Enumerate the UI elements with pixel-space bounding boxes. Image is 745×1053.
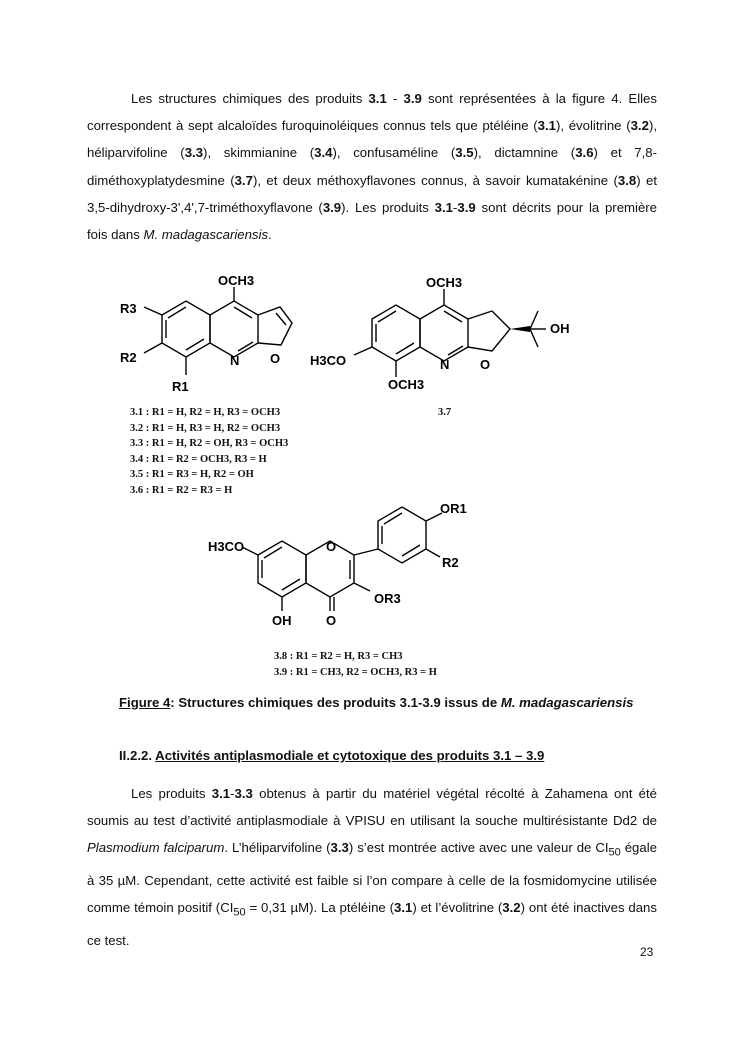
compound-37-label — [438, 405, 451, 421]
paragraph-1: Les structures chimiques des produits 3.1 - 3.9 sont représentées à la figure 4. Elles correspondent à sept alcaloïdes furoquinoléiques connus tels que ptéléine (3.1), évolitrine (3.2), héliparvifoline (3.3), skimmianine (3.4), confusaméline (3.5), dictamnine (3.6) et 7,8-diméthoxyplatydesmine (3.7), et deux méthoxyflavones connus, à savoir kumatakénine (3.8) et 3,5-dihydroxy-3',4',7-triméthoxyflavone (3.9). Les produits 3.1-3.9 sont décrits pour la première fois dans M. madagascariensis. — [87, 91, 658, 243]
furoquinoline-legend — [130, 405, 288, 499]
legend-item: 3.4 : R1 = R2 = OCH3, R3 = H — [130, 453, 267, 465]
label-or1: OR1 — [440, 501, 467, 516]
label-or3: OR3 — [374, 591, 401, 606]
label-o-a: O — [270, 351, 281, 366]
label-n-b: N — [440, 357, 450, 372]
label-och3-b: OCH3 — [426, 275, 463, 290]
label-n-a: N — [230, 353, 240, 368]
figure-caption: Figure 4: Structures chimiques des produits 3.1-3.9 issus de M. madagascariensis — [119, 695, 634, 710]
label-r1: R1 — [172, 379, 189, 394]
label-r3: R3 — [120, 301, 137, 316]
furan-ring — [258, 307, 292, 345]
pyridine-ring — [210, 301, 258, 357]
label-o-b: O — [480, 357, 491, 372]
flavone-ring-b — [378, 507, 426, 563]
label-och3-a: OCH3 — [218, 273, 255, 288]
label-oh-c: OH — [272, 613, 292, 628]
page-number: 23 — [640, 945, 654, 959]
legend-item: 3.5 : R1 = R3 = H, R2 = OH — [130, 469, 254, 481]
benzene-ring-left — [162, 301, 210, 357]
flavone-legend — [274, 649, 437, 680]
label-r2: R2 — [120, 350, 137, 365]
benzene-ring-37 — [372, 305, 420, 361]
label-r2-flavone: R2 — [442, 555, 459, 570]
legend-item: 3.9 : R1 = CH3, R2 = OCH3, R3 = H — [274, 666, 437, 678]
legend-item: 3.2 : R1 = H, R3 = H, R2 = OCH3 — [130, 422, 281, 434]
label-h3co-b: H3CO — [310, 353, 347, 368]
figure-4 — [100, 265, 620, 685]
label-o-carbonyl: O — [326, 613, 337, 628]
paragraph-2: Les produits 3.1-3.3 obtenus à partir du matériel végétal récolté à Zahamena ont été soumis au test d’activité antiplasmodiale à VPISU en utilisant la souche multirésistante Dd2 de Plasmodium falciparum. L’héliparvifoline (3.3) s’est montrée active avec une valeur de $CI_{50}$ égale à 35 µM. Cependant, cette activité est faible si l’on compare à celle de la fosmidomycine utilisée comme témoin positif ($CI_{50} = 0,31$ µM). La ptéléine (3.1) et l’évolitrine (3.2) ont été inactives dans ce test. — [87, 786, 657, 949]
legend-item: 3.3 : R1 = H, R2 = OH, R3 = OCH3 — [130, 438, 289, 450]
wedge-bond — [510, 326, 530, 332]
legend-item: 3.1 : R1 = H, R2 = H, R3 = OCH3 — [130, 407, 281, 418]
label-oh-b: OH — [550, 321, 570, 336]
label-o-ring: O — [326, 539, 337, 554]
pyridine-ring-37 — [420, 305, 468, 361]
section-heading: II.2.2. Activités antiplasmodiale et cytotoxique des produits 3.1 – 3.9 — [119, 748, 545, 763]
legend-item: 3.6 : R1 = R2 = R3 = H — [130, 484, 233, 496]
dihydrofuran-ring-37 — [468, 311, 510, 351]
legend-item: 3.8 : R1 = R2 = H, R3 = CH3 — [274, 651, 403, 662]
flavone-ring-a — [258, 541, 306, 597]
label-och3-c: OCH3 — [388, 377, 425, 392]
label-h3co-c: H3CO — [208, 539, 245, 554]
compound-37-label-text: 3.7 — [438, 407, 452, 418]
